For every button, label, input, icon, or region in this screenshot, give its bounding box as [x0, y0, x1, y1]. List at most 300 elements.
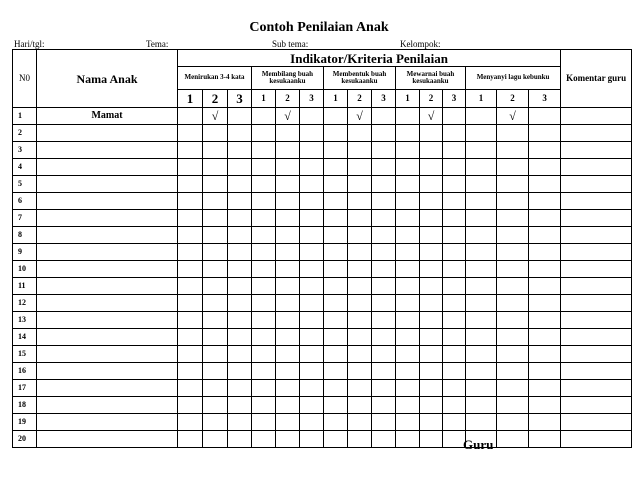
score-cell — [178, 346, 203, 363]
row-number: 2 — [13, 125, 37, 142]
score-cell — [372, 244, 396, 261]
score-cell — [348, 295, 372, 312]
score-cell — [276, 431, 300, 448]
table-row — [13, 261, 632, 278]
score-cell — [348, 431, 372, 448]
score-cell — [466, 193, 497, 210]
assessment-table — [12, 49, 632, 448]
score-cell — [529, 278, 561, 295]
score-cell — [497, 176, 529, 193]
score-cell — [420, 142, 443, 159]
child-name — [37, 431, 178, 448]
tema-label: Tema: — [146, 39, 169, 49]
komentar-cell — [561, 108, 632, 125]
score-cell — [276, 380, 300, 397]
check-mark-icon: √ — [427, 109, 435, 123]
table-row — [13, 210, 632, 227]
row-number: 9 — [13, 244, 37, 261]
score-cell — [443, 363, 466, 380]
score-cell — [300, 363, 324, 380]
score-cell — [466, 278, 497, 295]
row-number: 1 — [13, 108, 37, 125]
komentar-cell — [561, 278, 632, 295]
score-header-3-2: 2 — [348, 90, 372, 108]
score-cell — [396, 261, 420, 278]
score-cell — [420, 295, 443, 312]
score-cell — [497, 108, 529, 125]
table-row — [13, 380, 632, 397]
row-number: 13 — [13, 312, 37, 329]
score-cell — [276, 227, 300, 244]
score-cell — [420, 261, 443, 278]
score-cell — [228, 329, 252, 346]
score-cell — [252, 431, 276, 448]
score-cell — [372, 363, 396, 380]
score-cell — [396, 244, 420, 261]
score-cell — [372, 176, 396, 193]
score-cell — [348, 159, 372, 176]
score-cell — [252, 176, 276, 193]
score-cell — [300, 295, 324, 312]
indicator-membentuk: Membentuk buah kesukaanku — [324, 67, 396, 90]
score-header-5-3: 3 — [529, 90, 561, 108]
score-cell — [396, 193, 420, 210]
score-cell — [529, 329, 561, 346]
row-number: 17 — [13, 380, 37, 397]
score-cell — [324, 295, 348, 312]
score-cell — [324, 414, 348, 431]
score-cell — [300, 329, 324, 346]
komentar-cell — [561, 329, 632, 346]
score-cell — [529, 176, 561, 193]
score-cell — [420, 431, 443, 448]
score-cell — [178, 397, 203, 414]
score-cell — [529, 414, 561, 431]
score-cell — [324, 431, 348, 448]
score-cell — [443, 261, 466, 278]
score-cell — [443, 329, 466, 346]
score-cell — [466, 295, 497, 312]
score-cell — [348, 363, 372, 380]
score-cell — [372, 210, 396, 227]
score-cell — [276, 312, 300, 329]
score-cell — [228, 414, 252, 431]
score-cell — [396, 414, 420, 431]
score-cell — [300, 142, 324, 159]
score-cell — [396, 278, 420, 295]
score-cell — [228, 193, 252, 210]
score-cell — [324, 108, 348, 125]
score-cell — [348, 346, 372, 363]
score-cell — [300, 261, 324, 278]
score-cell — [228, 108, 252, 125]
score-cell — [276, 363, 300, 380]
score-cell — [276, 125, 300, 142]
score-cell — [324, 244, 348, 261]
child-name — [37, 278, 178, 295]
score-cell — [396, 431, 420, 448]
score-cell — [252, 261, 276, 278]
score-cell — [324, 176, 348, 193]
score-cell — [300, 227, 324, 244]
table-row — [13, 125, 632, 142]
score-cell — [300, 414, 324, 431]
child-name — [37, 312, 178, 329]
score-cell — [372, 397, 396, 414]
score-cell — [443, 193, 466, 210]
score-cell — [300, 125, 324, 142]
score-cell — [203, 312, 228, 329]
score-cell — [396, 125, 420, 142]
score-cell — [529, 431, 561, 448]
score-cell — [497, 329, 529, 346]
score-cell — [228, 142, 252, 159]
score-cell — [420, 125, 443, 142]
score-cell — [497, 431, 529, 448]
score-cell — [276, 210, 300, 227]
table-row — [13, 244, 632, 261]
score-cell — [300, 108, 324, 125]
score-cell — [443, 295, 466, 312]
score-cell — [348, 227, 372, 244]
score-cell — [178, 295, 203, 312]
table-row — [13, 295, 632, 312]
score-cell — [348, 329, 372, 346]
score-cell — [228, 261, 252, 278]
score-header-5-1: 1 — [466, 90, 497, 108]
score-cell — [396, 210, 420, 227]
score-cell — [203, 159, 228, 176]
indicator-menyanyi: Menyanyi lagu kebunku — [466, 67, 561, 90]
score-cell — [324, 210, 348, 227]
score-cell — [497, 414, 529, 431]
row-number: 15 — [13, 346, 37, 363]
score-cell — [466, 108, 497, 125]
score-cell — [324, 193, 348, 210]
score-cell — [372, 346, 396, 363]
score-header-1-2: 2 — [203, 90, 228, 108]
score-cell — [228, 125, 252, 142]
komentar-cell — [561, 431, 632, 448]
score-cell — [466, 414, 497, 431]
score-cell — [324, 159, 348, 176]
score-cell — [276, 346, 300, 363]
komentar-cell — [561, 261, 632, 278]
sub-tema-label: Sub tema: — [272, 39, 309, 49]
score-cell — [348, 312, 372, 329]
score-cell — [396, 142, 420, 159]
komentar-cell — [561, 346, 632, 363]
score-cell — [529, 125, 561, 142]
score-cell — [203, 346, 228, 363]
child-name — [37, 397, 178, 414]
score-cell — [372, 312, 396, 329]
score-cell — [203, 227, 228, 244]
score-cell — [529, 159, 561, 176]
komentar-cell — [561, 210, 632, 227]
score-cell — [276, 329, 300, 346]
score-cell — [300, 159, 324, 176]
komentar-cell — [561, 244, 632, 261]
score-cell — [396, 329, 420, 346]
score-cell — [252, 380, 276, 397]
score-cell — [276, 414, 300, 431]
score-cell — [276, 261, 300, 278]
score-cell — [203, 176, 228, 193]
score-cell — [497, 380, 529, 397]
check-mark-icon: √ — [211, 109, 219, 123]
score-cell — [529, 142, 561, 159]
komentar-cell — [561, 380, 632, 397]
table-row — [13, 346, 632, 363]
score-cell — [396, 295, 420, 312]
score-cell — [420, 312, 443, 329]
row-number: 10 — [13, 261, 37, 278]
score-cell — [300, 312, 324, 329]
table-row — [13, 414, 632, 431]
score-cell — [372, 108, 396, 125]
row-number: 7 — [13, 210, 37, 227]
score-cell — [466, 312, 497, 329]
komentar-cell — [561, 125, 632, 142]
score-cell — [443, 397, 466, 414]
score-cell — [372, 261, 396, 278]
score-cell — [529, 363, 561, 380]
child-name — [37, 346, 178, 363]
score-cell — [466, 244, 497, 261]
score-cell — [497, 397, 529, 414]
score-cell — [252, 346, 276, 363]
score-cell — [228, 176, 252, 193]
komentar-cell — [561, 159, 632, 176]
indicator-header: Indikator/Kriteria Penilaian — [178, 50, 561, 67]
score-cell — [497, 125, 529, 142]
score-cell — [497, 142, 529, 159]
child-name — [37, 125, 178, 142]
table-row — [13, 278, 632, 295]
score-cell — [324, 397, 348, 414]
score-cell — [529, 397, 561, 414]
score-cell — [529, 261, 561, 278]
score-cell — [252, 108, 276, 125]
score-cell — [348, 142, 372, 159]
score-cell — [372, 278, 396, 295]
score-cell — [178, 244, 203, 261]
score-cell — [252, 295, 276, 312]
table-row — [13, 159, 632, 176]
row-number: 5 — [13, 176, 37, 193]
score-header-1-1: 1 — [178, 90, 203, 108]
score-cell — [203, 329, 228, 346]
score-cell — [372, 159, 396, 176]
score-cell — [529, 210, 561, 227]
score-cell — [276, 193, 300, 210]
table-row — [13, 312, 632, 329]
row-number: 11 — [13, 278, 37, 295]
score-cell — [203, 295, 228, 312]
score-cell — [324, 380, 348, 397]
score-header-1-3: 3 — [228, 90, 252, 108]
score-cell — [348, 176, 372, 193]
table-row — [13, 227, 632, 244]
score-cell — [420, 193, 443, 210]
komentar-cell — [561, 142, 632, 159]
score-cell — [420, 363, 443, 380]
score-cell — [324, 125, 348, 142]
row-number: 16 — [13, 363, 37, 380]
child-name — [37, 227, 178, 244]
score-header-2-2: 2 — [276, 90, 300, 108]
check-mark-icon: √ — [356, 109, 363, 123]
score-cell — [497, 159, 529, 176]
score-cell — [396, 363, 420, 380]
child-name: Mamat — [37, 108, 178, 125]
score-cell — [420, 397, 443, 414]
score-cell — [372, 125, 396, 142]
score-cell — [228, 295, 252, 312]
score-cell — [497, 278, 529, 295]
table-row — [13, 363, 632, 380]
score-cell — [252, 244, 276, 261]
score-header-5-2: 2 — [497, 90, 529, 108]
page-title: Contoh Penilaian Anak — [249, 20, 389, 35]
score-header-3-3: 3 — [372, 90, 396, 108]
score-cell — [324, 363, 348, 380]
score-cell — [324, 142, 348, 159]
table-row — [13, 397, 632, 414]
score-cell — [529, 312, 561, 329]
score-cell — [348, 278, 372, 295]
score-cell — [300, 176, 324, 193]
score-cell — [203, 125, 228, 142]
score-cell — [300, 193, 324, 210]
score-cell — [324, 261, 348, 278]
score-cell — [228, 227, 252, 244]
score-cell — [252, 312, 276, 329]
score-cell — [178, 363, 203, 380]
score-cell — [178, 431, 203, 448]
score-cell — [443, 278, 466, 295]
score-cell — [324, 227, 348, 244]
score-cell — [529, 346, 561, 363]
score-header-4-2: 2 — [420, 90, 443, 108]
score-cell — [443, 312, 466, 329]
score-cell — [203, 193, 228, 210]
score-cell — [228, 431, 252, 448]
score-cell — [529, 108, 561, 125]
score-header-2-3: 3 — [300, 90, 324, 108]
hari-tgl-label: Hari/tgl: — [14, 39, 45, 49]
score-cell — [276, 176, 300, 193]
score-cell — [203, 414, 228, 431]
score-cell — [300, 380, 324, 397]
score-cell — [228, 244, 252, 261]
score-cell — [178, 193, 203, 210]
score-cell — [372, 193, 396, 210]
score-cell — [529, 244, 561, 261]
child-name — [37, 159, 178, 176]
score-cell — [443, 414, 466, 431]
child-name — [37, 295, 178, 312]
score-cell — [228, 346, 252, 363]
score-cell — [497, 210, 529, 227]
score-cell — [178, 414, 203, 431]
row-number: 4 — [13, 159, 37, 176]
score-cell — [203, 278, 228, 295]
score-cell — [466, 227, 497, 244]
komentar-header: Komentar guru — [561, 50, 632, 108]
score-cell — [466, 363, 497, 380]
komentar-cell — [561, 227, 632, 244]
score-cell — [203, 380, 228, 397]
score-cell — [178, 261, 203, 278]
score-cell — [348, 380, 372, 397]
score-cell — [276, 295, 300, 312]
score-cell — [420, 346, 443, 363]
table-row — [13, 142, 632, 159]
row-number: 19 — [13, 414, 37, 431]
score-cell — [420, 380, 443, 397]
score-cell — [372, 142, 396, 159]
score-cell — [228, 159, 252, 176]
score-cell — [348, 244, 372, 261]
score-cell — [497, 261, 529, 278]
score-cell — [529, 227, 561, 244]
score-cell — [497, 295, 529, 312]
row-number: 6 — [13, 193, 37, 210]
score-cell — [466, 210, 497, 227]
guru-signature-label: Guru — [463, 437, 494, 452]
score-cell — [178, 176, 203, 193]
score-cell — [420, 278, 443, 295]
score-cell — [276, 278, 300, 295]
score-cell — [466, 125, 497, 142]
score-cell — [443, 227, 466, 244]
score-cell — [372, 295, 396, 312]
row-number: 12 — [13, 295, 37, 312]
child-name — [37, 210, 178, 227]
score-cell — [203, 261, 228, 278]
score-cell — [203, 363, 228, 380]
no-header: N0 — [13, 50, 37, 108]
score-cell — [443, 210, 466, 227]
score-cell — [466, 142, 497, 159]
score-cell — [276, 159, 300, 176]
score-cell — [396, 380, 420, 397]
score-cell — [497, 346, 529, 363]
score-header-4-1: 1 — [396, 90, 420, 108]
score-cell — [420, 176, 443, 193]
table-row — [13, 431, 632, 448]
score-cell — [203, 397, 228, 414]
score-cell — [420, 329, 443, 346]
score-cell — [443, 380, 466, 397]
score-cell — [372, 431, 396, 448]
score-cell — [228, 312, 252, 329]
score-cell — [396, 346, 420, 363]
score-cell — [324, 346, 348, 363]
score-cell — [420, 159, 443, 176]
score-header-3-1: 1 — [324, 90, 348, 108]
check-mark-icon: √ — [284, 109, 291, 123]
table-row — [13, 193, 632, 210]
score-cell — [529, 295, 561, 312]
child-name — [37, 414, 178, 431]
score-cell — [276, 108, 300, 125]
score-cell — [252, 397, 276, 414]
child-name — [37, 363, 178, 380]
score-cell — [466, 346, 497, 363]
